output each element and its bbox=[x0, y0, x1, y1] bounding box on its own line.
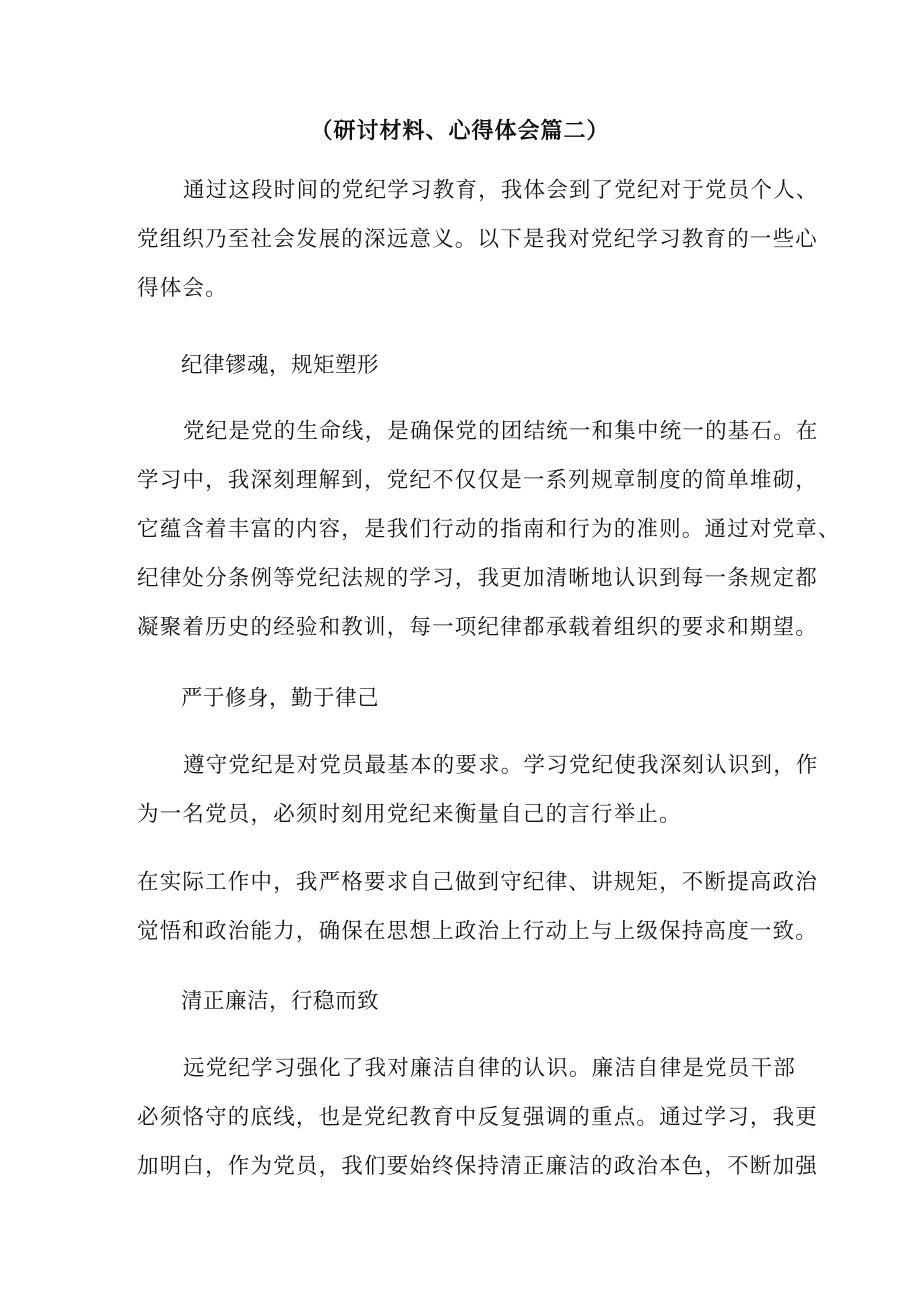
text-line: 得体会。 bbox=[137, 276, 228, 301]
text-line: 凝聚着历史的经验和教训，每一项纪律都承载着组织的要求和期望。 bbox=[137, 615, 819, 640]
text-line: 遵守党纪是对党员最基本的要求。学习党纪使我深刻认识到，作 bbox=[183, 753, 819, 778]
section2-paragraph-1 bbox=[137, 741, 819, 839]
text-line: 党组织乃至社会发展的深远意义。以下是我对党纪学习教育的一些心 bbox=[137, 227, 819, 252]
text-line: 学习中，我深刻理解到，党纪不仅仅是一系列规章制度的简单堆砌， bbox=[137, 468, 819, 493]
section3-paragraph bbox=[137, 1044, 819, 1191]
text-line: 在实际工作中，我严格要求自己做到守纪律、讲规矩，不断提高政治 bbox=[137, 870, 819, 895]
section-heading-1: 纪律镠魂，规矩塑形 bbox=[181, 353, 380, 378]
text-line: 党纪是党的生命线，是确保党的团结统一和集中统一的基石。在 bbox=[183, 419, 819, 444]
text-line: 远党纪学习强化了我对廉洁自律的认识。廉洁自律是党员干部 bbox=[183, 1056, 796, 1081]
intro-paragraph bbox=[137, 166, 819, 313]
text-line: 加明白，作为党员，我们要始终保持清正廉洁的政治本色，不断加强 bbox=[137, 1154, 819, 1179]
section1-paragraph bbox=[137, 407, 841, 652]
section-heading-2: 严于修身，勤于律己 bbox=[181, 686, 380, 711]
section-heading-3: 清正廉洁，行稳而致 bbox=[181, 989, 380, 1014]
text-line: 纪律处分条例等党纪法规的学习，我更加清晰地认识到每一条规定都 bbox=[137, 566, 819, 591]
text-line: 它蕴含着丰富的内容，是我们行动的指南和行为的准则。通过对党章、 bbox=[137, 517, 841, 542]
text-line: 通过这段时间的党纪学习教育，我体会到了党纪对于党员个人、 bbox=[183, 178, 819, 203]
text-line: 为一名党员，必须时刻用党纪来衡量自己的言行举止。 bbox=[137, 802, 682, 827]
section2-paragraph-2 bbox=[137, 858, 819, 956]
document-title: （研讨材料、心得体会篇二） bbox=[310, 118, 610, 144]
text-line: 觉悟和政治能力，确保在思想上政治上行动上与上级保持高度一致。 bbox=[137, 919, 819, 944]
text-line: 必须恪守的底线，也是党纪教育中反复强调的重点。通过学习，我更 bbox=[137, 1105, 819, 1130]
